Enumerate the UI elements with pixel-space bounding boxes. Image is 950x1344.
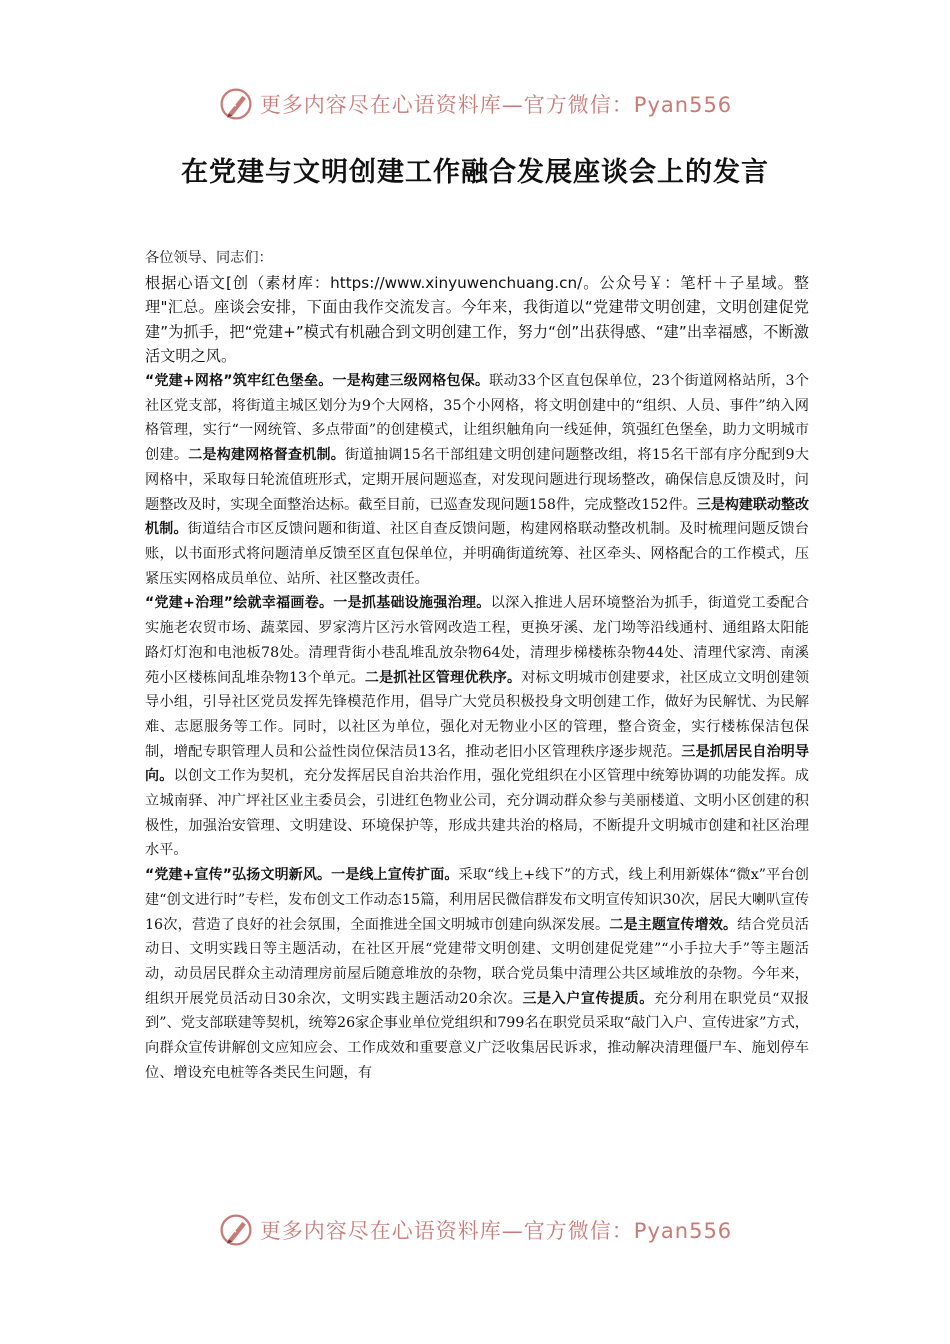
- header-banner: [0, 84, 950, 124]
- section-subheading: 三是构建联动整改机制。: [145, 496, 809, 538]
- section-text: 以深入推进人居环境整治为抓手，街道党工委配合实施老农贸市场、蔬菜园、罗家湾片区污水管网改造工程，更换牙溪、龙门坳等沿线通村、通组路太阳能路灯灯泡和电池板78处。清理背街小巷乱堆乱放杂物64处，清理步梯楼栋杂物44处、清理代家湾、南溪苑小区楼栋间乱堆杂物13个单元。: [145, 595, 809, 686]
- section-text: 街道结合市区反馈问题和街道、社区自查反馈问题，构建网格联动整改机制。及时梳理问题反馈台账，以书面形式将问题清单反馈至区直包保单位，并明确街道统筹、社区牵头、网格配合的工作模式，压紧压实网格成员单位、站所、社区整改责任。: [145, 521, 809, 587]
- section-subheading: 三是抓居民自治明导向。: [145, 743, 810, 785]
- section-subheading: 二是构建网格督查机制。: [188, 447, 345, 464]
- section-text: 街道抽调15名干部组建文明创建问题整改组，将15名干部有序分配到9大网格中，采取每日轮流值班形式，定期开展问题巡查，对发现问题进行现场整改，确保信息反馈及时，问题整改及时，实现全面整治达标。截至目前，已巡查发现问题158件，完成整改152件。: [145, 447, 809, 513]
- salutation: 各位领导、同志们：: [145, 250, 273, 266]
- section-text: 对标文明城市创建要求，社区成立文明创建领导小组，引导社区党员发挥先锋模范作用，倡导广大党员积极投身文明创建工作，做好为民解忧、为民解难、志愿服务等工作。同时，以社区为单位，强化对无物业小区的管理，整合资金，实行楼栋保洁包保制，增配专职管理人员和公益性岗位保洁员13名，推动老旧小区管理秩序逐步规范。: [145, 669, 810, 760]
- section-heading: “党建+宣传”弘扬文明新风。一是线上宣传扩面。: [145, 867, 459, 884]
- section-text: 联动33个区直包保单位，23个街道网格站所，3个社区党支部，将街道主城区划分为9个大网格，35个小网格，将文明创建中的“组织、人员、事件”纳入网格管理，实行“一网统管、多点带面”的创建模式，让组织触角向一线延伸，筑强红色堡垒，助力文明城市创建。: [145, 373, 809, 464]
- section-heading: “党建+网格”筑牢红色堡垒。一是构建三级网格包保。: [145, 373, 490, 390]
- intro-paragraph: 根据心语文[创（素材库：https://www.xinyuwenchuang.cn/。公众号￥：笔杆＋子星域。整理"汇总。座谈会安排，下面由我作交流发言。今年来，我街道以“党建带文明创建，文明创建促党建”为抓手，把“党建+”模式有机融合到文明创建工作，努力“创”出获得感、“建”出幸福感，不断激活文明之风。: [145, 273, 809, 366]
- section-text: 采取“线上+线下”的方式，线上利用新媒体“微x”平台创建“创文进行时”专栏，发布创文工作动态15篇，利用居民微信群发布文明宣传知识30次，居民大喇叭宣传16次，营造了良好的社会氛围，全面推进全国文明城市创建向纵深发展。: [145, 867, 809, 933]
- section-text: 以创文工作为契机，充分发挥居民自治共治作用，强化党组织在小区管理中统筹协调的功能发挥。成立城南驿、冲广坪社区业主委员会，引进红色物业公司，充分调动群众参与美丽楼道、文明小区创建的积极性，加强治安管理、文明建设、环境保护等，形成共建共治的格局，不断提升文明城市创建和社区治理水平。: [145, 768, 809, 859]
- section-subheading: 二是抓社区管理优秩序。: [364, 669, 522, 686]
- pen-logo-icon: [218, 86, 254, 122]
- section-paragraph: [145, 863, 809, 1085]
- section-paragraph: [145, 369, 809, 591]
- section-text: 充分利用在职党员“双报到”、党支部联建等契机，统筹26家企事业单位党组织和799名在职党员采取“敲门入户、宣传进家”方式，向群众宣传讲解创文应知应会、工作成效和重要意义广泛收集居民诉求，推动解决清理僵尸车、施划停车位、增设充电桩等各类民生问题，有: [145, 990, 810, 1081]
- section-heading: “党建+治理”绘就幸福画卷。一是抓基础设施强治理。: [145, 595, 491, 612]
- footer-banner: [0, 1210, 950, 1250]
- section-text: 结合党员活动日、文明实践日等主题活动，在社区开展“党建带文明创建、文明创建促党建”“小手拉大手”等主题活动，动员居民群众主动清理房前屋后随意堆放的杂物，联合党员集中清理公共区域堆放的杂物。今年来，组织开展党员活动日30余次，文明实践主题活动20余次。: [145, 916, 809, 1007]
- section-subheading: 二是主题宣传增效。: [609, 916, 738, 933]
- banner-text: 更多内容尽在心语资料库—官方微信：Pyan556: [259, 1219, 733, 1243]
- section-paragraph: [145, 591, 809, 863]
- document-title: 在党建与文明创建工作融合发展座谈会上的发言: [181, 157, 769, 188]
- pen-logo-icon: [218, 1212, 254, 1248]
- section-subheading: 三是入户宣传提质。: [522, 990, 654, 1007]
- document-body: [145, 246, 809, 1085]
- banner-text: 更多内容尽在心语资料库—官方微信：Pyan556: [259, 93, 733, 117]
